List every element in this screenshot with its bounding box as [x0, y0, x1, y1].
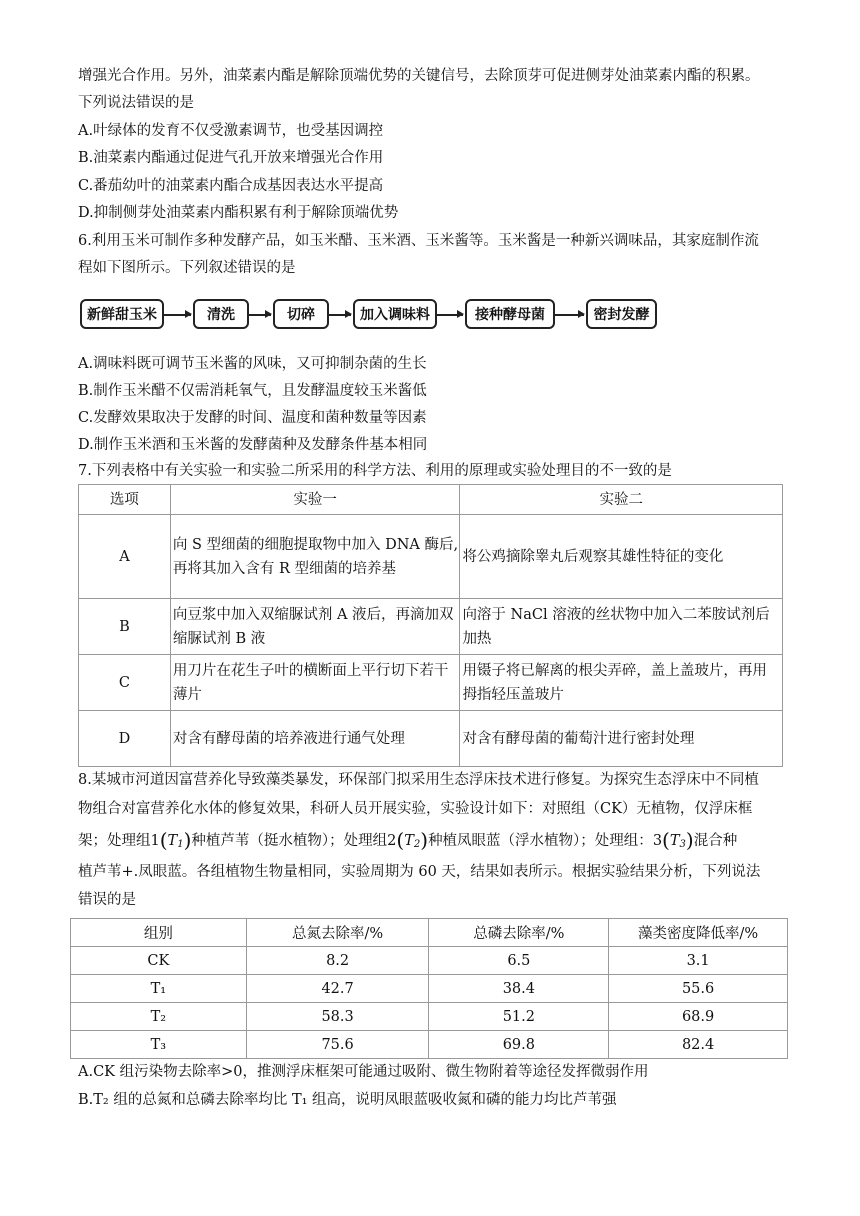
flow-arrow: [437, 314, 463, 316]
cell-line: 向豆浆中加入双缩脲试剂 A 液后，再滴加双: [172, 606, 454, 623]
row-option: C: [79, 655, 171, 711]
flow-step-seal-ferment: 密封发酵: [586, 299, 657, 329]
q8-stem-line2: 物组合对富营养化水体的修复效果，科研人员开展实验，实验设计如下：对照组（CK）无植物，仅浮床框: [78, 801, 753, 817]
header-total-n: 总氮去除率/%: [246, 919, 429, 947]
q5-option-a: A.叶绿体的发育不仅受激素调节，也受基因调控: [78, 123, 384, 139]
header-experiment-1: 实验一: [170, 485, 460, 515]
row-option: B: [79, 599, 171, 655]
cell-line: 再将其加入含有 R 型细菌的培养基: [172, 560, 396, 577]
q6-option-c: C.发酵效果取决于发酵的时间、温度和菌种数量等因素: [78, 410, 427, 426]
flow-step-wash: 清洗: [193, 299, 249, 329]
row-experiment-2: [460, 711, 783, 767]
cell-algae: 68.9: [609, 1003, 788, 1031]
formula-subscript: 2: [413, 839, 421, 850]
q5-option-c: C.番茄幼叶的油菜素内酯合成基因表达水平提高: [78, 178, 384, 194]
table-row: [71, 947, 788, 975]
flow-arrow: [329, 314, 351, 316]
q8-stem-line5: 错误的是: [78, 892, 136, 908]
q6-option-a: A.调味料既可调节玉米酱的风味，又可抑制杂菌的生长: [78, 356, 427, 372]
q6-stem-line1: 6.利用玉米可制作多种发酵产品，如玉米醋、玉米酒、玉米酱等。玉米酱是一种新兴调味品，其家庭制作流: [78, 233, 759, 249]
cell-line: 薄片: [172, 686, 202, 703]
row-option: D: [79, 711, 171, 767]
flow-arrow: [555, 314, 584, 316]
formula-symbol: T: [669, 833, 680, 849]
cell-total-p: 38.4: [429, 975, 609, 1003]
table-row: [79, 515, 783, 599]
flow-step-fresh-corn: 新鲜甜玉米: [80, 299, 164, 329]
q5-stem-line2: 下列说法错误的是: [78, 95, 194, 111]
row-experiment-2: [460, 599, 783, 655]
flow-step-chop: 切碎: [273, 299, 329, 329]
flow-step-inoculate-yeast: 接种酵母菌: [465, 299, 555, 329]
header-algae: 藻类密度降低率/%: [609, 919, 788, 947]
cell-total-p: 69.8: [429, 1031, 609, 1059]
cell-line: 向 S 型细菌的细胞提取物中加入 DNA 酶后,: [172, 536, 459, 553]
q6-option-d: D.制作玉米酒和玉米酱的发酵菌种及发酵条件基本相同: [78, 437, 428, 453]
formula-subscript: 3: [679, 839, 686, 850]
q8-results-table: [70, 918, 788, 1059]
q7-table: [78, 484, 783, 767]
text-segment: 种植芦苇（挺水植物）；处理组: [191, 833, 388, 849]
q8-stem-line1: 8.某城市河道因富营养化导致藻类暴发，环保部门拟采用生态浮床技术进行修复。为探究生态浮床中不同植: [78, 772, 759, 788]
paren: (: [159, 828, 168, 852]
cell-total-n: 58.3: [246, 1003, 429, 1031]
cell-total-p: 51.2: [429, 1003, 609, 1031]
cell-algae: 3.1: [609, 947, 788, 975]
header-option: 选项: [79, 485, 171, 515]
q8-option-b: B.T₂ 组的总氮和总磷去除率均比 T₁ 组高，说明凤眼蓝吸收氮和磷的能力均比芦苇强: [78, 1092, 617, 1108]
paren: ): [420, 828, 429, 852]
table-row: [71, 975, 788, 1003]
cell-algae: 55.6: [609, 975, 788, 1003]
row-experiment-1: [170, 711, 460, 767]
formula-number: 3: [652, 833, 663, 849]
row-option: A: [79, 515, 171, 599]
cell-line: 拇指轻压盖玻片: [462, 686, 564, 703]
cell-total-p: 6.5: [429, 947, 609, 975]
cell-line: 对含有酵母菌的培养液进行通气处理: [172, 730, 405, 747]
table-row: [79, 711, 783, 767]
text-segment: 混合种: [693, 833, 738, 849]
cell-line: 用镊子将已解离的根尖弄碎，盖上盖玻片，再用: [462, 662, 767, 679]
group-2-formula: [387, 828, 429, 852]
cell-algae: 82.4: [609, 1031, 788, 1059]
q5-option-d: D.抑制侧芽处油菜素内酯积累有利于解除顶端优势: [78, 205, 399, 221]
cell-line: 将公鸡摘除睾丸后观察其雄性特征的变化: [462, 548, 724, 565]
q5-option-b: B.油菜素内酯通过促进气孔开放来增强光合作用: [78, 150, 384, 166]
q5-stem-line1: 增强光合作用。另外，油菜素内酯是解除顶端优势的关键信号，去除顶芽可促进侧芽处油菜素内酯的积累。: [78, 68, 760, 84]
text-segment: 种植凤眼蓝（浮水植物）；处理组：: [428, 833, 653, 849]
formula-number: 1: [150, 833, 160, 849]
cell-line: 用刀片在花生子叶的横断面上平行切下若干: [172, 662, 449, 679]
cell-line: 对含有酵母菌的葡萄汁进行密封处理: [462, 730, 695, 747]
flow-arrow: [249, 314, 271, 316]
formula-symbol: T: [404, 833, 414, 849]
group-1-formula: [150, 828, 192, 852]
q6-stem-line2: 程如下图所示。下列叙述错误的是: [78, 260, 296, 276]
header-group: 组别: [71, 919, 247, 947]
q8-stem-line3: [78, 830, 737, 855]
row-experiment-2: [460, 515, 783, 599]
formula-symbol: T: [167, 833, 178, 849]
row-experiment-1: [170, 599, 460, 655]
cell-group: T₁: [71, 975, 247, 1003]
table-row: [71, 1031, 788, 1059]
row-experiment-1: [170, 655, 460, 711]
table-row: [79, 655, 783, 711]
cell-line: 向溶于 NaCl 溶液的丝状物中加入二苯胺试剂后: [462, 606, 770, 623]
cell-total-n: 42.7: [246, 975, 429, 1003]
row-experiment-2: [460, 655, 783, 711]
paren: (: [396, 828, 405, 852]
table-header-row: [79, 485, 783, 515]
header-experiment-2: 实验二: [460, 485, 783, 515]
paren: (: [662, 828, 670, 852]
cell-group: CK: [71, 947, 247, 975]
flow-arrow: [164, 314, 191, 316]
table-row: [79, 599, 783, 655]
q8-stem-line4: 植芦苇+.凤眼蓝。各组植物生物量相同，实验周期为 60 天，结果如表所示。根据实验结果分析，下列说法: [78, 864, 761, 880]
cell-group: T₃: [71, 1031, 247, 1059]
paren: ): [685, 828, 694, 852]
q7-stem: 7.下列表格中有关实验一和实验二所采用的科学方法、利用的原理或实验处理目的不一致的是: [78, 463, 672, 479]
row-experiment-1: [170, 515, 460, 599]
q8-option-a: A.CK 组污染物去除率>0，推测浮床框架可能通过吸附、微生物附着等途径发挥微弱作用: [78, 1064, 649, 1080]
group-3-formula: [652, 828, 694, 852]
formula-number: 2: [387, 833, 397, 849]
table-header-row: [71, 919, 788, 947]
cell-total-n: 8.2: [246, 947, 429, 975]
formula-subscript: 1: [177, 839, 184, 850]
paren: ): [183, 828, 192, 852]
cell-line: 加热: [462, 630, 492, 647]
cell-group: T₂: [71, 1003, 247, 1031]
cell-total-n: 75.6: [246, 1031, 429, 1059]
flow-step-add-seasoning: 加入调味料: [353, 299, 437, 329]
table-row: [71, 1003, 788, 1031]
q6-option-b: B.制作玉米醋不仅需消耗氧气，且发酵温度较玉米酱低: [78, 383, 427, 399]
header-total-p: 总磷去除率/%: [429, 919, 609, 947]
text-segment: 架；处理组: [78, 833, 151, 849]
cell-line: 缩脲试剂 B 液: [172, 630, 266, 647]
